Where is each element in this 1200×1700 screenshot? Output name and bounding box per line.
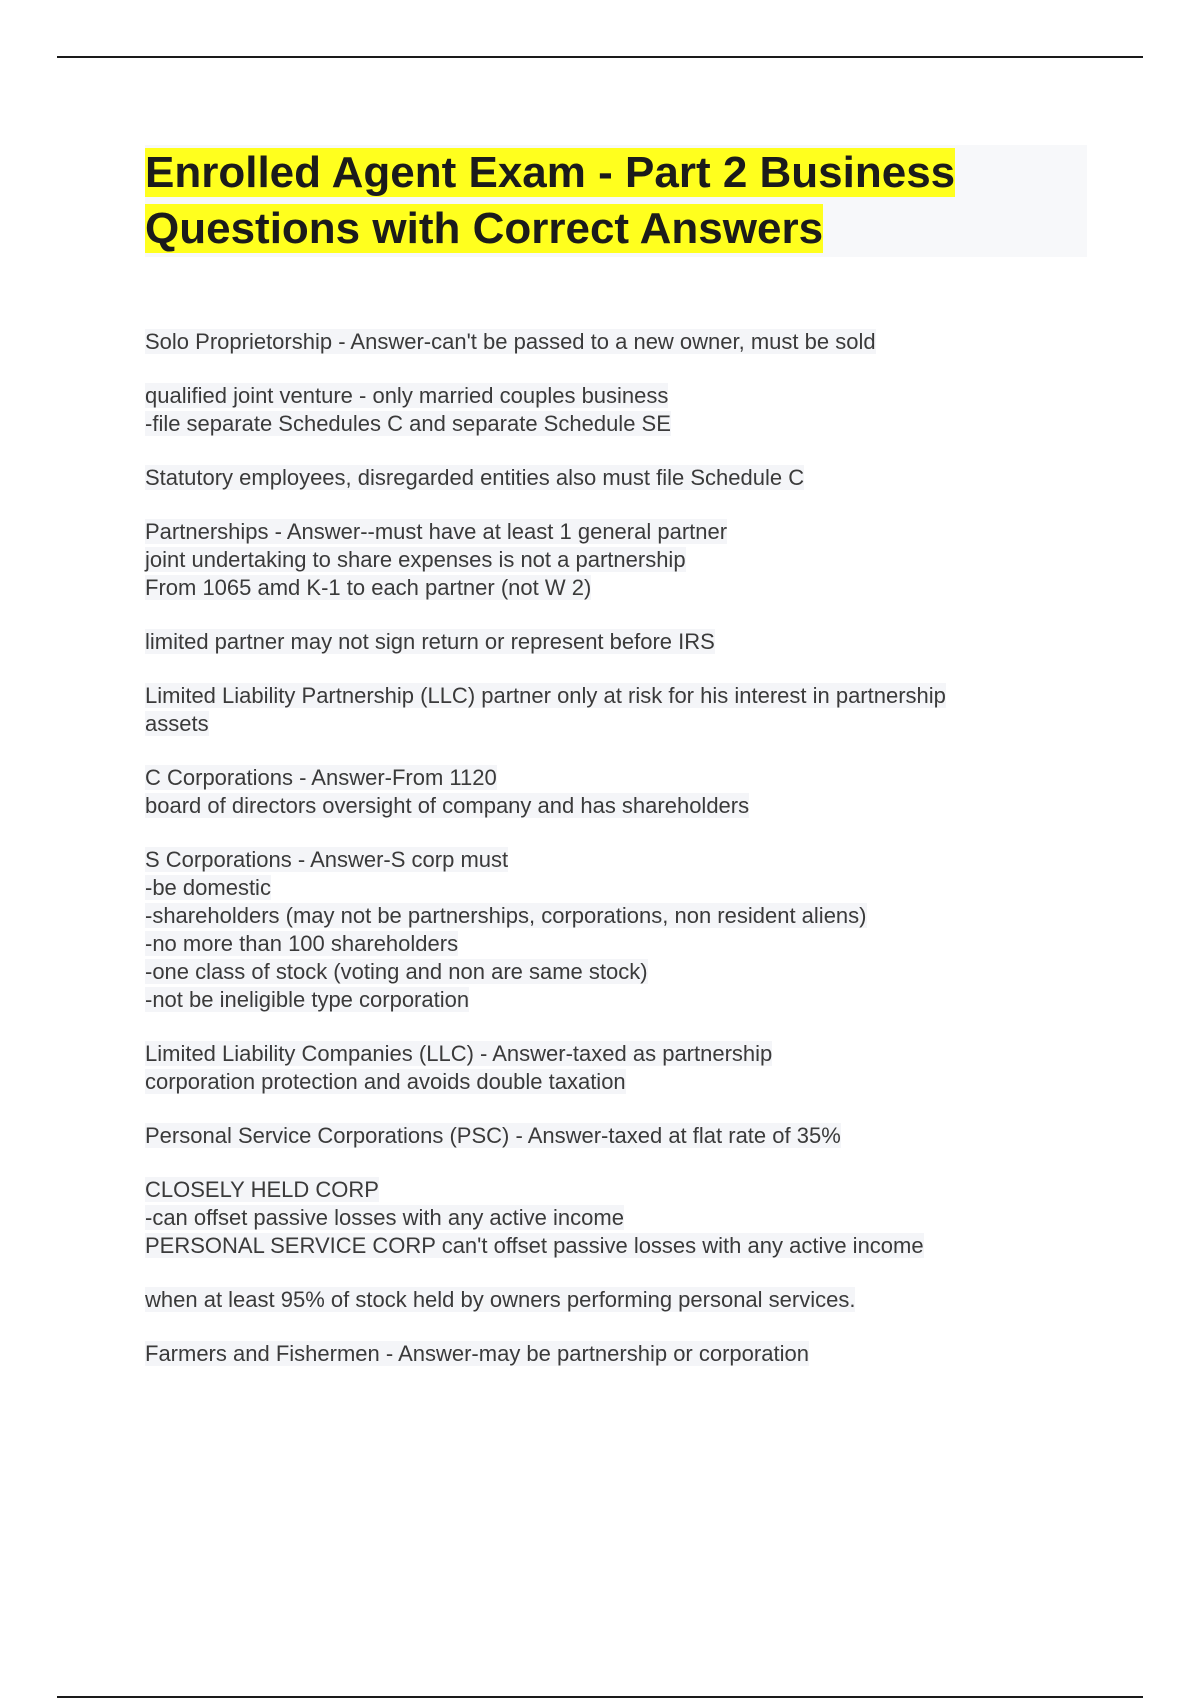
entry-line — [145, 958, 1085, 986]
entry-line-text: -file separate Schedules C and separate Schedule SE — [145, 411, 671, 436]
entry-line-text: corporation protection and avoids double taxation — [145, 1069, 626, 1094]
entry-line — [145, 574, 1085, 602]
entry-line — [145, 1340, 1085, 1368]
entry-line-text: Farmers and Fishermen - Answer-may be partnership or corporation — [145, 1341, 809, 1366]
entry-line — [145, 410, 1085, 438]
entry-line — [145, 710, 1085, 738]
entry-line-text: -not be ineligible type corporation — [145, 987, 470, 1012]
entry-line — [145, 764, 1085, 792]
qa-entry — [145, 846, 1085, 1014]
entry-line-text: -shareholders (may not be partnerships, corporations, non resident aliens) — [145, 903, 867, 928]
qa-entry — [145, 464, 1085, 492]
entry-line — [145, 792, 1085, 820]
qa-entry — [145, 1040, 1085, 1096]
entry-line — [145, 1176, 1085, 1204]
entry-line-text: -one class of stock (voting and non are same stock) — [145, 959, 648, 984]
entry-line — [145, 1040, 1085, 1068]
entry-line-text: -can offset passive losses with any active income — [145, 1205, 624, 1230]
entry-line — [145, 986, 1085, 1014]
entry-line — [145, 628, 1085, 656]
entry-line — [145, 382, 1085, 410]
title-line-1: Enrolled Agent Exam - Part 2 Business — [145, 148, 956, 197]
entry-line — [145, 1068, 1085, 1096]
entry-line-text: Limited Liability Companies (LLC) - Answer-taxed as partnership — [145, 1041, 773, 1066]
title-block — [145, 145, 1087, 257]
entry-line-text: -be domestic — [145, 875, 271, 900]
entry-line-text: CLOSELY HELD CORP — [145, 1177, 379, 1202]
qa-entry — [145, 1340, 1085, 1368]
entry-line-text: board of directors oversight of company and has shareholders — [145, 793, 750, 818]
entry-line — [145, 1232, 1085, 1260]
top-rule — [57, 56, 1143, 58]
entry-line — [145, 874, 1085, 902]
entry-line-text: S Corporations - Answer-S corp must — [145, 847, 509, 872]
entry-line-text: C Corporations - Answer-From 1120 — [145, 765, 497, 790]
entry-line-text: assets — [145, 711, 209, 736]
entry-line — [145, 1122, 1085, 1150]
entry-line-text: Partnerships - Answer--must have at least 1 general partner — [145, 519, 728, 544]
entry-line — [145, 546, 1085, 574]
document-body — [145, 328, 1085, 1394]
qa-entry — [145, 328, 1085, 356]
entry-line — [145, 464, 1085, 492]
entry-line-text: Limited Liability Partnership (LLC) partner only at risk for his interest in partnership — [145, 683, 946, 708]
entry-line-text: joint undertaking to share expenses is not a partnership — [145, 547, 686, 572]
entry-line — [145, 682, 1085, 710]
entry-line — [145, 846, 1085, 874]
entry-line — [145, 518, 1085, 546]
entry-line — [145, 902, 1085, 930]
entry-line-text: limited partner may not sign return or represent before IRS — [145, 629, 715, 654]
qa-entry — [145, 1176, 1085, 1260]
qa-entry — [145, 518, 1085, 602]
qa-entry — [145, 764, 1085, 820]
entry-line-text: PERSONAL SERVICE CORP can't offset passive losses with any active income — [145, 1233, 924, 1258]
qa-entry — [145, 382, 1085, 438]
title-line-2: Questions with Correct Answers — [145, 204, 824, 253]
entry-line — [145, 1286, 1085, 1314]
entry-line — [145, 1204, 1085, 1232]
entry-line-text: -no more than 100 shareholders — [145, 931, 459, 956]
qa-entry — [145, 628, 1085, 656]
entry-line-text: when at least 95% of stock held by owners performing personal services. — [145, 1287, 856, 1312]
entry-line — [145, 328, 1085, 356]
entry-line-text: Solo Proprietorship - Answer-can't be passed to a new owner, must be sold — [145, 329, 876, 354]
entry-line-text: qualified joint venture - only married couples business — [145, 383, 669, 408]
bottom-rule — [57, 1696, 1143, 1698]
entry-line-text: From 1065 amd K-1 to each partner (not W 2) — [145, 575, 592, 600]
qa-entry — [145, 1286, 1085, 1314]
document-title — [145, 145, 1087, 257]
entry-line — [145, 930, 1085, 958]
qa-entry — [145, 682, 1085, 738]
entry-line-text: Personal Service Corporations (PSC) - Answer-taxed at flat rate of 35% — [145, 1123, 841, 1148]
qa-entry — [145, 1122, 1085, 1150]
entry-line-text: Statutory employees, disregarded entities also must file Schedule C — [145, 465, 805, 490]
